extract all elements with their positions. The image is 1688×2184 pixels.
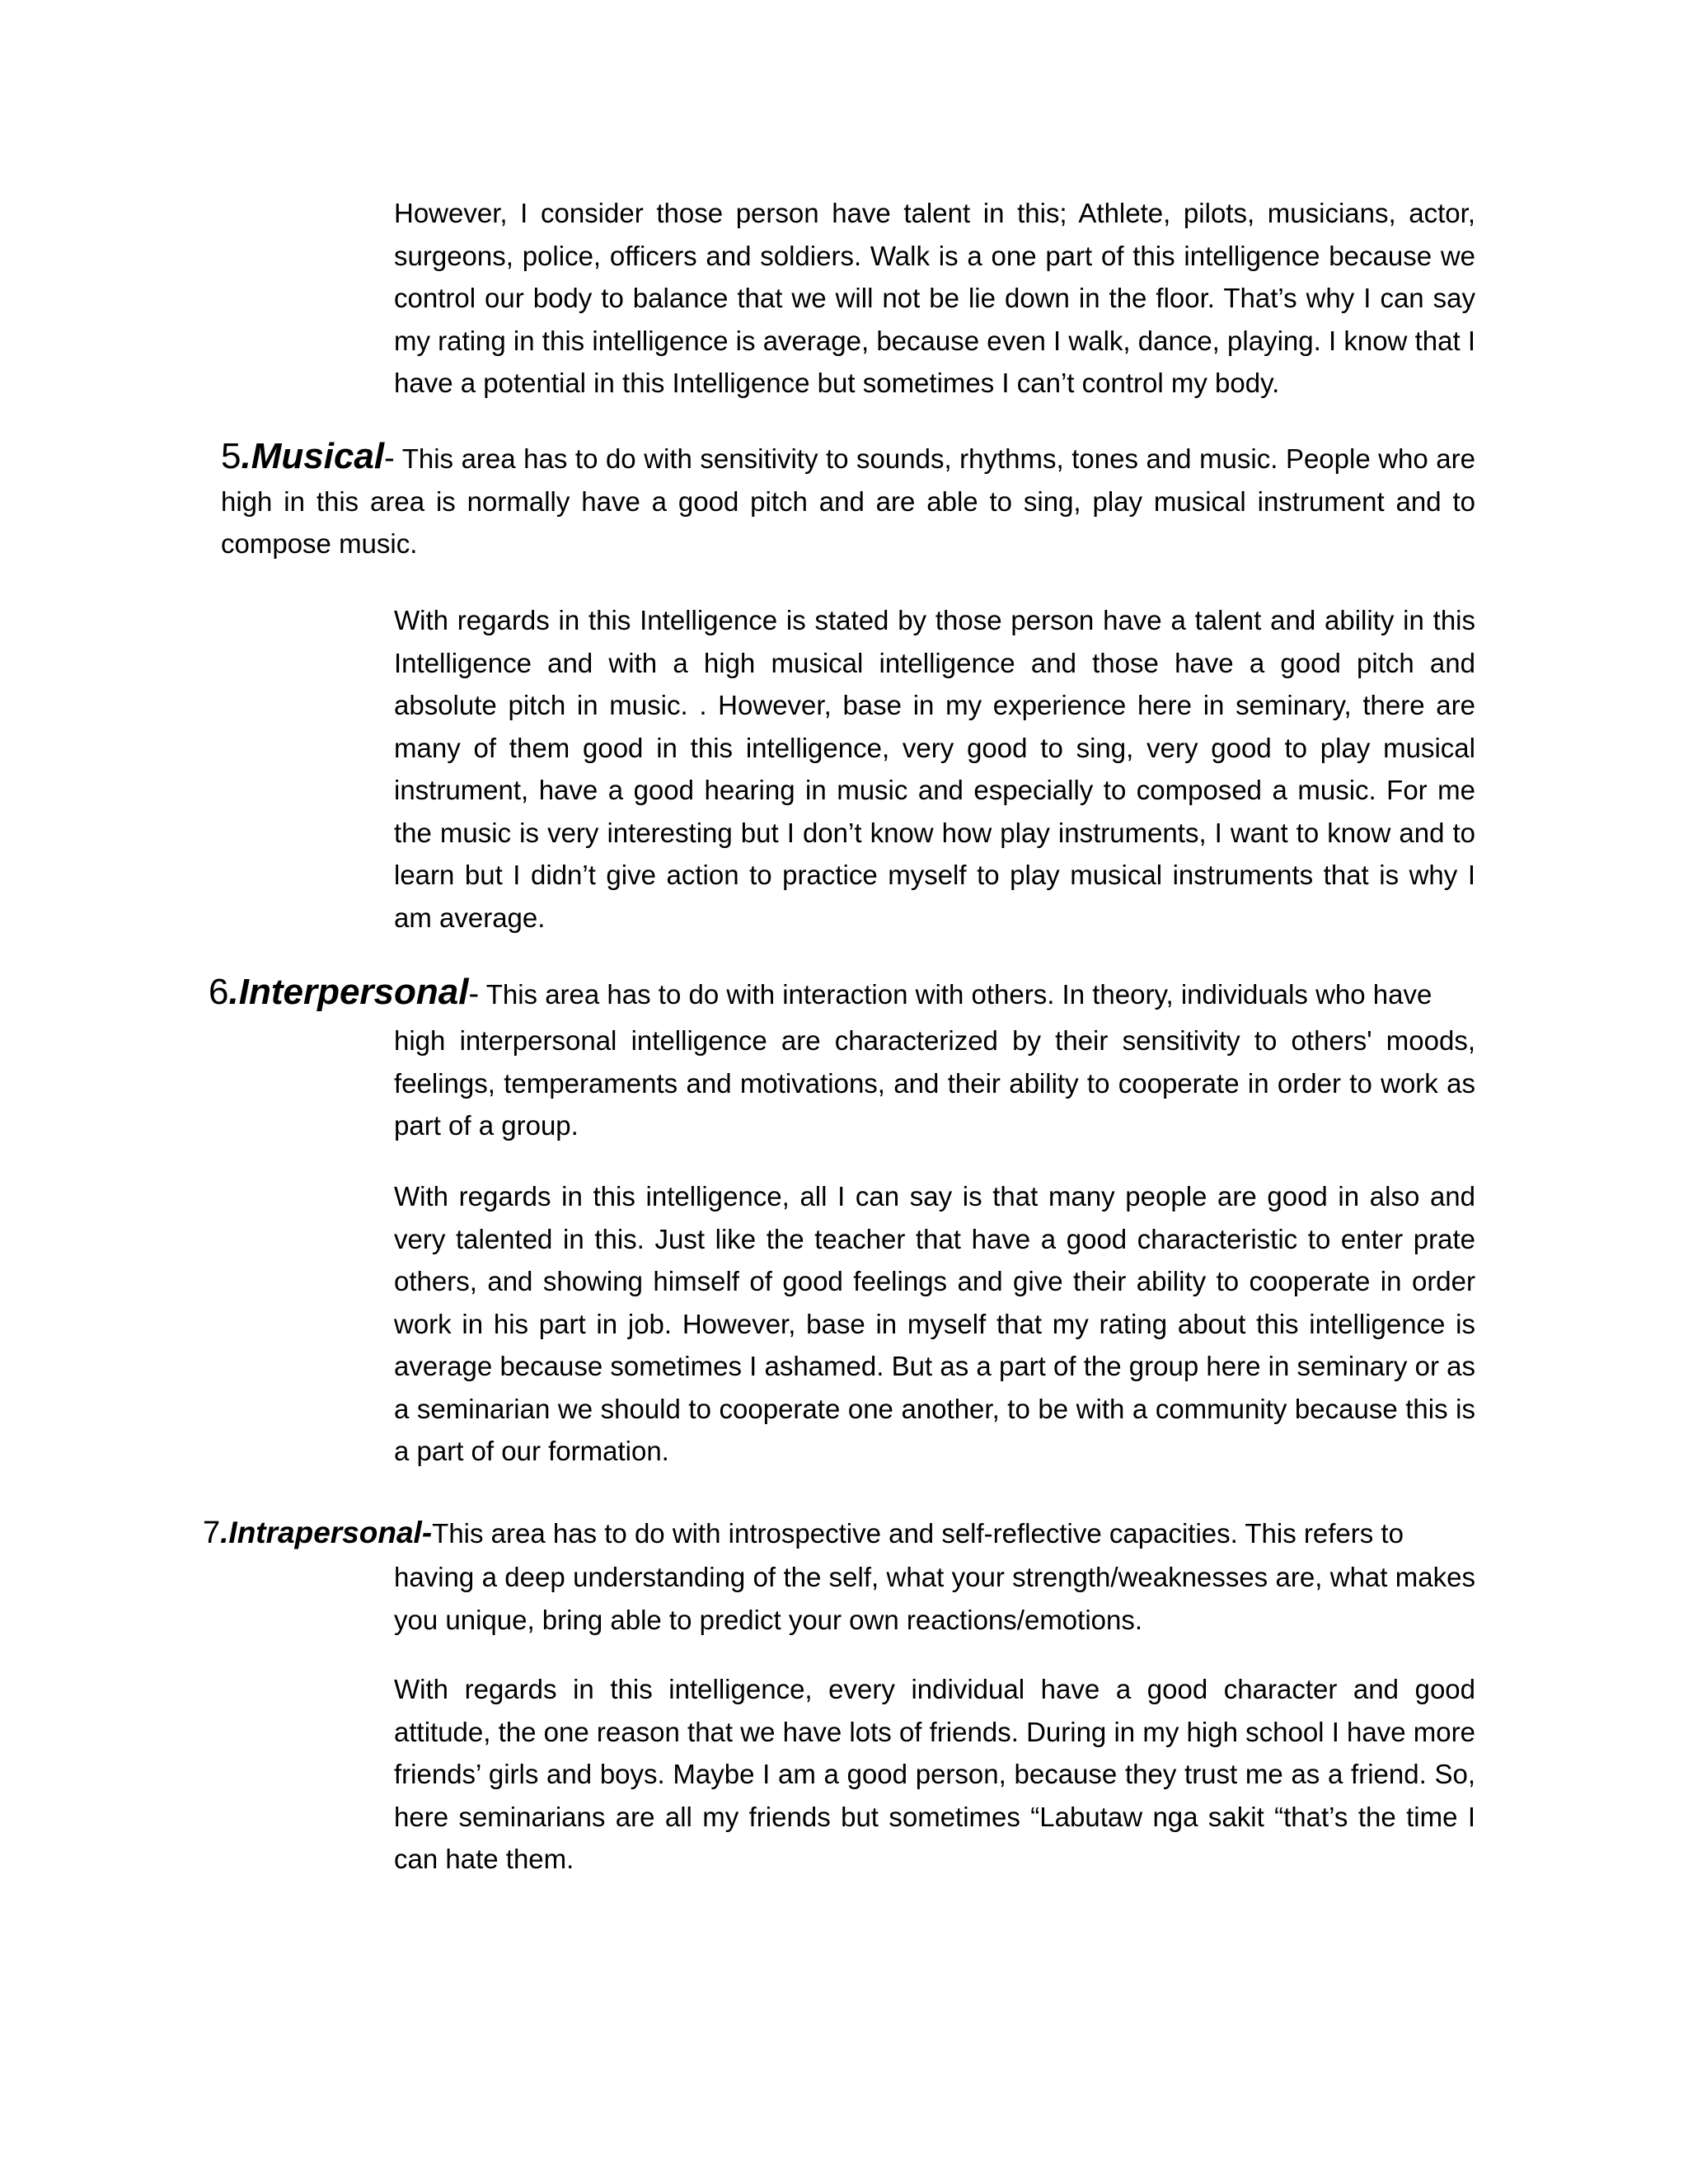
- musical-reflection: With regards in this Intelligence is stated by those person have a talent and ability in this Intelligence and with a high musical intelligence and those have a good pitch and absolute pitch in music. . However, base in my experience here in seminary, there are many of them good in this intelligence, very good to sing, very good to play musical instrument, have a good hearing in music and especially to composed a music. For me the music is very interesting but I don’t know how play instruments, I want to know and to learn but I didn’t give action to practice myself to play musical instruments that is why I am average.: [394, 605, 1475, 933]
- section-title-interpersonal: Interpersonal: [238, 972, 469, 1012]
- intrapersonal-reflection: With regards in this intelligence, every individual have a good character and good attitude, the one reason that we have lots of friends. During in my high school I have more friends’ girls and boys. Maybe I am a good person, because they trust me as a friend. So, here seminarians are all my friends but sometimes “Labutaw nga sakit “that’s the time I can hate them.: [394, 1674, 1475, 1874]
- intrapersonal-definition-first: This area has to do with introspective and self-reflective capacities. This refers to: [432, 1518, 1404, 1549]
- section-dash: -: [421, 1516, 433, 1549]
- interpersonal-definition-rest: high interpersonal intelligence are characterized by their sensitivity to others' moods, feelings, temperaments and motivations, and their ability to cooperate in order to work as part of a group.: [394, 1025, 1475, 1141]
- section-number: 6: [209, 972, 229, 1012]
- section-dash: -: [384, 441, 395, 476]
- musical-definition: This area has to do with sensitivity to sounds, rhythms, tones and music. People who are high in this area is normally have a good pitch and are able to sing, play musical instrument and to compose music.: [221, 443, 1475, 559]
- interpersonal-definition-first: This area has to do with interaction with others. In theory, individuals who have: [479, 979, 1432, 1010]
- section-period: .: [220, 1516, 229, 1549]
- intro-paragraph: However, I consider those person have talent in this; Athlete, pilots, musicians, actor, surgeons, police, officers and soldiers. Walk is a one part of this intelligence because we control our body to balance that we will not be lie down in the floor. That’s why I can say my rating in this intelligence is average, because even I walk, dance, playing. I know that I have a potential in this Intelligence but sometimes I can’t control my body.: [394, 198, 1475, 398]
- section-number: 7: [203, 1516, 221, 1550]
- section-number: 5: [221, 436, 241, 476]
- interpersonal-heading-line: [209, 971, 1475, 1016]
- section-title-musical: Musical: [251, 436, 385, 476]
- intrapersonal-definition-rest: having a deep understanding of the self, what your strength/weaknesses are, what makes you unique, bring able to predict your own reactions/emotions.: [394, 1562, 1475, 1635]
- section-title-intrapersonal: Intrapersonal: [228, 1516, 422, 1549]
- intrapersonal-heading-line: [203, 1511, 1475, 1555]
- section-period: .: [228, 972, 239, 1012]
- section-dash: -: [468, 977, 480, 1011]
- section-period: .: [241, 436, 251, 476]
- musical-definition-paragraph: [221, 435, 1475, 565]
- interpersonal-reflection: With regards in this intelligence, all I can say is that many people are good in also and very talented in this. Just like the teacher that have a good characteristic to enter prate others, and showing himself of good feelings and give their ability to cooperate in order work in his part in job. However, base in myself that my rating about this intelligence is average because sometimes I ashamed. But as a part of the group here in seminary or as a seminarian we should to cooperate one another, to be with a community because this is a part of our formation.: [394, 1181, 1475, 1466]
